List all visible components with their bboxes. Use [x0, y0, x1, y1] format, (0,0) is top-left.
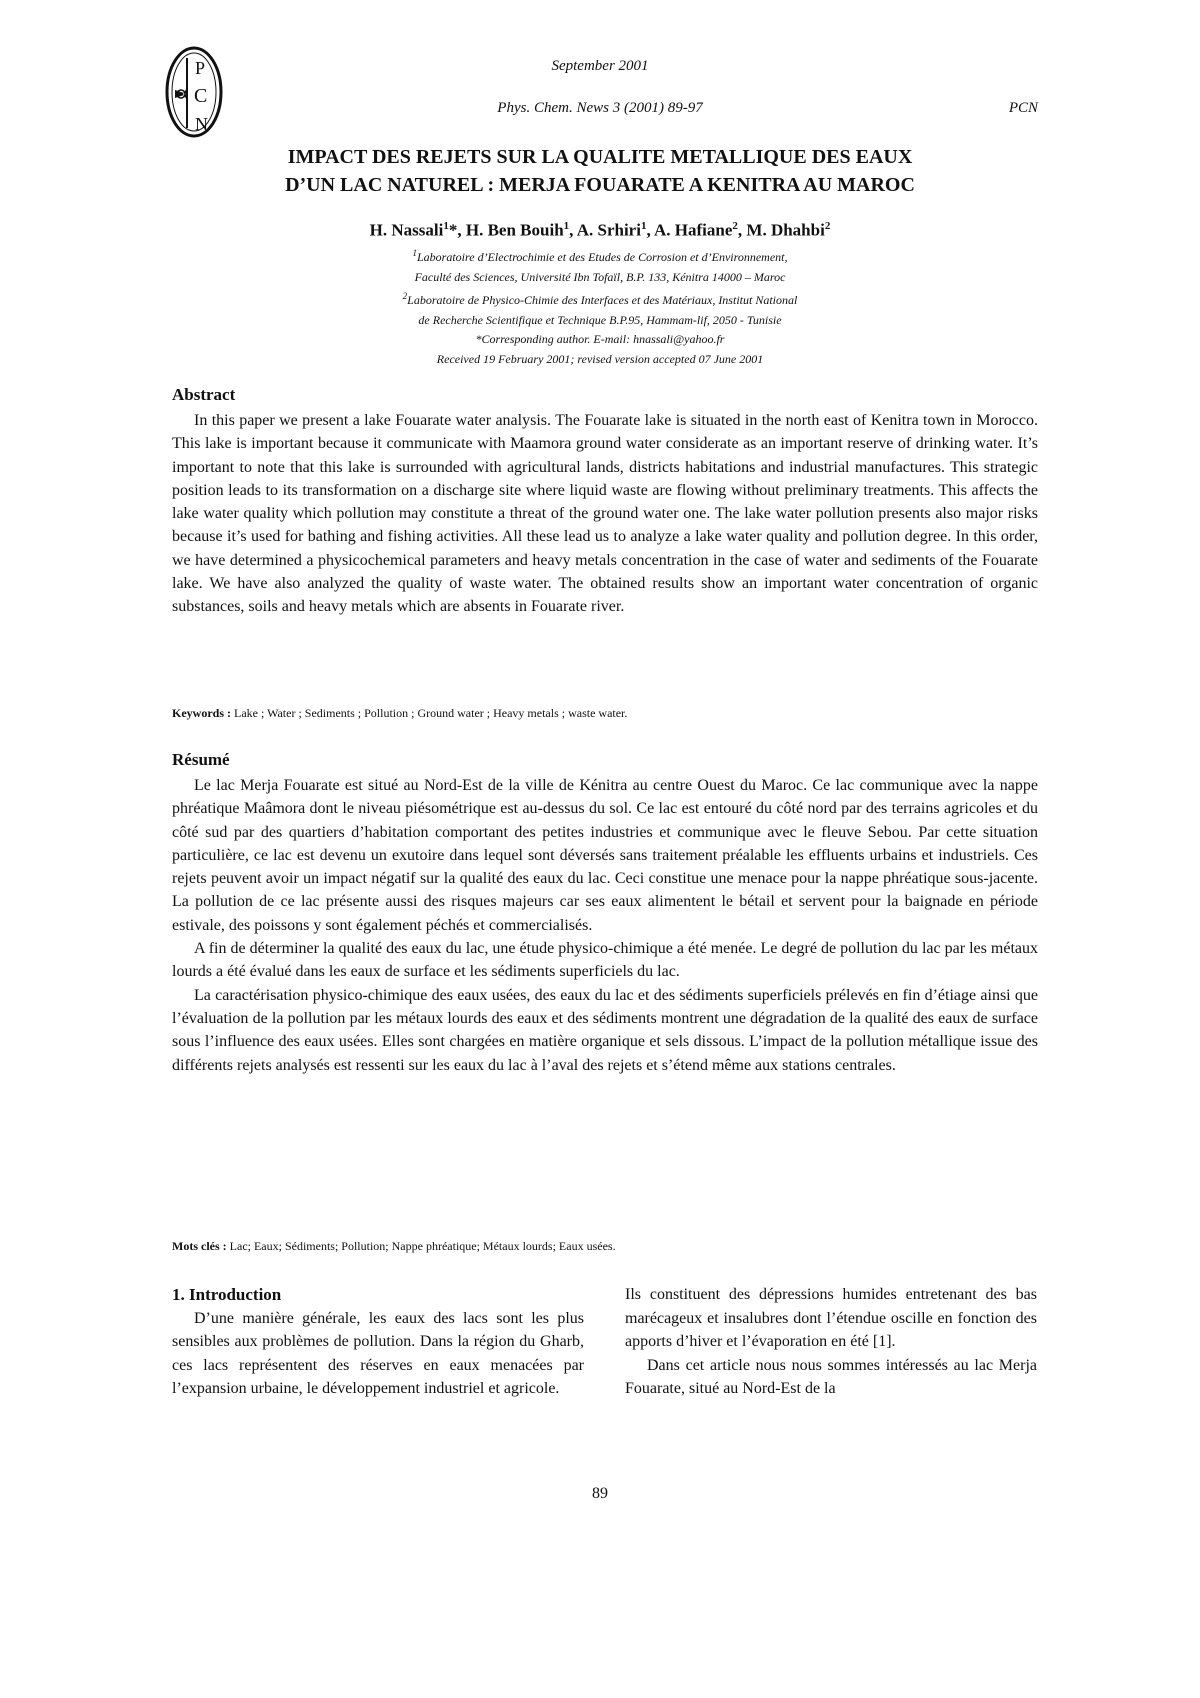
title-line-2: D’UN LAC NATUREL : MERJA FOUARATE A KENITRA AU MAROC: [285, 174, 915, 196]
affil-text: Laboratoire d’Electrochimie et des Etudes de Corrosion et d’Environnement,: [417, 250, 788, 264]
keywords: [172, 706, 1038, 721]
resume-paragraph-2: A fin de déterminer la qualité des eaux du lac, une étude physico-chimique a été menée. Le degré de pollution du lac par les métaux lourds a été évalué dans les eaux de surface et les sédiments superficiels du lac.: [172, 940, 1038, 981]
affiliation-1-line-2: Faculté des Sciences, Université Ibn Tofaïl, B.P. 133, Kénitra 14000 – Maroc: [414, 269, 786, 284]
author-name: A. Srhiri: [576, 220, 641, 240]
abstract-text: In this paper we present a lake Fouarate water analysis. The Fouarate lake is situated in the north east of Kenitra town in Morocco. This lake is important because it communicate with Maamora ground water considerate as an important reserve of drinking water. It’s important to note that this lake is surrounded with agricultural lands, districts habitations and industrial manufactures. This strategic position leads to its transformation on a discharge site where liquid waste are flowing without preliminary treatments. This affects the lake water quality which pollution may constitute a threat of the ground water one. The lake water pollution presents also major risks because it’s used for bathing and fishing activities. All these lead us to analyze a lake water quality and pollution degree. In this order, we have determined a physicochemical parameters and heavy metals concentration in the case of water and sediments of the Fouarate lake. We have also analyzed the quality of waste water. The obtained results show an important water concentration of organic substances, soils and heavy metals which are absents in Fouarate river.: [172, 412, 1038, 616]
logo-letter-p: P: [195, 58, 206, 78]
header-date: September 2001: [551, 58, 649, 74]
affil-sup: 2: [402, 291, 408, 302]
author-affil-sup: 2: [824, 220, 831, 232]
paper-title: [160, 143, 1040, 199]
abstract-body: [172, 409, 1038, 619]
author-sep: ,: [737, 220, 747, 240]
keywords-label: Keywords :: [172, 706, 231, 720]
affil-text: Laboratoire de Physico-Chimie des Interfaces et des Matériaux, Institut National: [407, 293, 798, 308]
intro-paragraph-2: Dans cet article nous nous sommes intéressés au lac Merja Fouarate, situé au Nord-Est de la: [625, 1356, 1037, 1397]
header-journal-ref: Phys. Chem. News 3 (2001) 89-97: [497, 100, 703, 116]
intro-left-column: [172, 1283, 584, 1401]
corresponding-author: *Corresponding author. E-mail: hnassali@yahoo.fr: [475, 332, 725, 347]
author-affil-sup: 1: [563, 220, 570, 232]
title-line-1: IMPACT DES REJETS SUR LA QUALITE METALLIQUE DES EAUX: [287, 146, 913, 168]
affiliation-2-line-1: [160, 287, 1040, 311]
resume-paragraph-3: La caractérisation physico-chimique des eaux usées, des eaux du lac et des sédiments superficiels prélevés en fin d’étiage ainsi que l’évaluation de la pollution par les métaux lourds des eaux et des sédiments montrent une dégradation de la qualité des eaux de surface sous l’influence des eaux usées. Elles sont chargées en matière organique et sels dissous. L’impact de la pollution métallique issue des différents rejets analysés est ressenti sur les eaux du lac à l’aval des rejets et s’étend même aux stations centrales.: [172, 986, 1038, 1074]
resume-paragraph-1: Le lac Merja Fouarate est situé au Nord-Est de la ville de Kénitra au centre Ouest du Maroc. Ce lac communique avec la nappe phréatique Maâmora dont le niveau piésométrique est au-dessus du sol. Ce lac est entouré du côté nord par des terrains agricoles et du côté sud par des quartiers d’habitation comportant des petites industries et communique avec le fleuve Sebou. Par cette situation particulière, ce lac est devenu un exutoire dans lequel sont déversés sans traitement préalable les effluents urbains et industriels. Ces rejets peuvent avoir un impact négatif sur la qualité des eaux du lac. Ceci constitue une menace pour la nappe phréatique sous-jacente. La pollution de ce lac présente aussi des risques majeurs car ses eaux alimentent le bétail et servent pour la baignade en période estivale, des poissons y sont également péchés et commercialisés.: [172, 777, 1038, 934]
received-dates: Received 19 February 2001; revised version accepted 07 June 2001: [436, 351, 764, 366]
intro-paragraph-1-cont: Ils constituent des dépressions humides entretenant des bas marécageux et insalubres dont l’étendue oscille en fonction des apports d’hiver et l’évaporation en été [1].: [625, 1286, 1037, 1350]
mots-cles-label: Mots clés :: [172, 1239, 227, 1253]
author-name: H. Nassali: [369, 220, 444, 240]
author-affil-sup: 1: [443, 220, 449, 232]
affil-sup: 1: [412, 248, 417, 258]
author-name: H. Ben Bouih: [465, 220, 564, 240]
resume-body: [172, 774, 1038, 1077]
keywords-list: Lake ; Water ; Sediments ; Pollution ; Ground water ; Heavy metals ; waste water.: [231, 706, 628, 720]
mots-cles-list: Lac; Eaux; Sédiments; Pollution; Nappe phréatique; Métaux lourds; Eaux usées.: [226, 1239, 616, 1253]
author-name: A. Hafiane: [654, 220, 733, 240]
affiliation-1-line-1: [160, 244, 1040, 268]
author-sep: ,: [569, 220, 577, 240]
intro-paragraph-1: D’une manière générale, les eaux des lacs sont les plus sensibles aux problèmes de pollution. Dans la région du Gharb, ces lacs représentent des réserves en eaux menacées par l’expansion urbaine, le développement industriel et agricole.: [172, 1309, 584, 1397]
introduction-heading: 1. Introduction: [172, 1285, 282, 1304]
corresponding-mark: *: [448, 220, 458, 240]
author-affil-sup: 2: [732, 220, 738, 232]
logo-letter-c: C: [194, 85, 208, 107]
author-affil-sup: 1: [640, 220, 647, 232]
author-sep: ,: [457, 220, 466, 240]
abstract-heading: Abstract: [172, 385, 236, 404]
header-journal-abbr: PCN: [1008, 100, 1038, 116]
affiliations: [160, 244, 1040, 370]
author-sep: ,: [646, 220, 655, 240]
mots-cles: [172, 1239, 1038, 1254]
logo-letter-n: N: [195, 114, 208, 134]
intro-right-column: [625, 1283, 1037, 1401]
author-list: [160, 220, 1040, 241]
resume-heading: Résumé: [172, 750, 230, 769]
author-name: M. Dhahbi: [746, 220, 825, 240]
affiliation-2-line-2: de Recherche Scientifique et Technique B.P.95, Hammam-lif, 2050 - Tunisie: [418, 312, 782, 327]
page-number: 89: [592, 1485, 608, 1502]
